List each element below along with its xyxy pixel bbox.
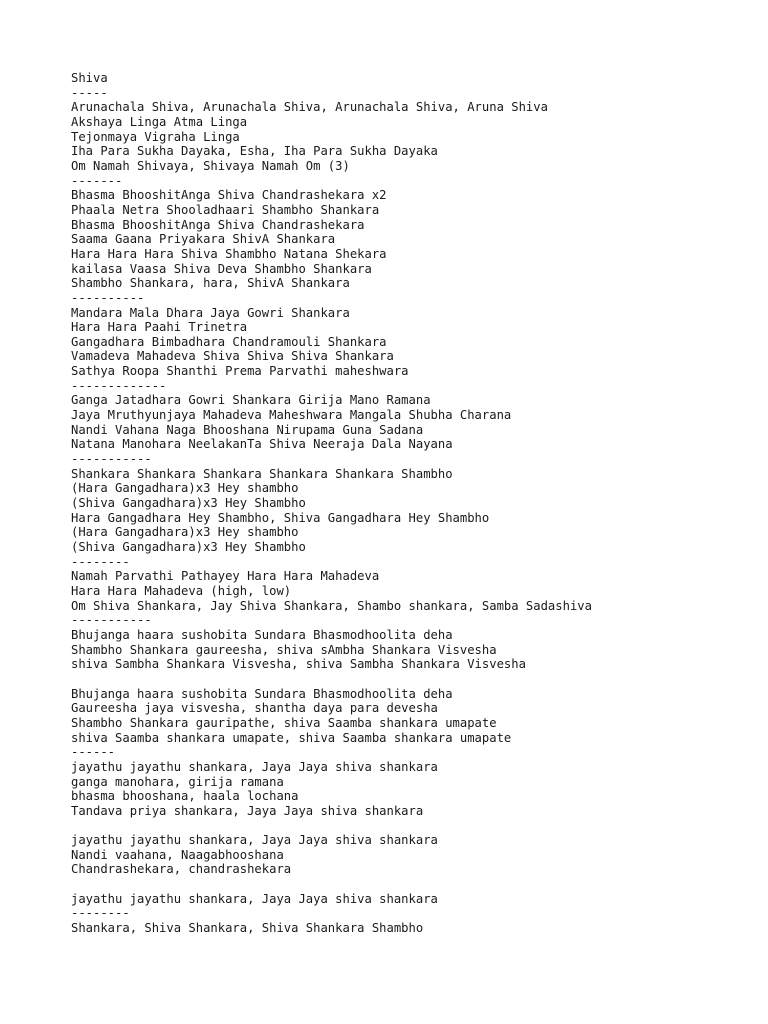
text-line: Shambho Shankara gauripathe, shiva Saamba shankara umapate <box>71 715 497 730</box>
text-line: (Shiva Gangadhara)x3 Hey Shambho <box>71 540 306 554</box>
text-line: Vamadeva Mahadeva Shiva Shiva Shiva Shankara <box>71 349 394 364</box>
text-line: Jaya Mruthyunjaya Mahadeva Maheshwara Mangala Shubha Charana <box>71 408 512 423</box>
text-line: Bhujanga haara sushobita Sundara Bhasmodhoolita deha <box>71 627 453 642</box>
text-line: Phaala Netra Shooladhaari Shambho Shankara <box>71 202 380 217</box>
text-line: Om Namah Shivaya, Shivaya Namah Om (3) <box>71 158 350 173</box>
separator-line: ------- <box>71 173 123 188</box>
text-line: shiva Saamba shankara umapate, shiva Saamba shankara umapate <box>71 730 512 745</box>
document-text <box>71 71 751 936</box>
separator-line: ----------- <box>71 452 152 467</box>
text-line: Hara Hara Mahadeva (high, low) <box>71 583 292 598</box>
text-line: Shankara Shankara Shankara Shankara Shankara Shambho <box>71 466 453 481</box>
text-line: Hara Hara Paahi Trinetra <box>71 320 248 335</box>
text-line: Iha Para Sukha Dayaka, Esha, Iha Para Sukha Dayaka <box>71 144 438 159</box>
text-line: Nandi Vahana Naga Bhooshana Nirupama Guna Sadana <box>71 422 424 437</box>
text-line: bhasma bhooshana, haala lochana <box>71 789 299 804</box>
text-line: jayathu jayathu shankara, Jaya Jaya shiva shankara <box>71 891 438 906</box>
text-line: Nandi vaahana, Naagabhooshana <box>71 847 284 862</box>
text-line: Hara Hara Hara Shiva Shambho Natana Shekara <box>71 246 387 261</box>
separator-line: ---------- <box>71 290 145 305</box>
text-line: Shambho Shankara, hara, ShivA Shankara <box>71 276 350 291</box>
text-line: Natana Manohara NeelakanTa Shiva Neeraja Dala Nayana <box>71 437 453 452</box>
text-line: Sathya Roopa Shanthi Prema Parvathi maheshwara <box>71 364 409 379</box>
blank-line <box>71 877 751 892</box>
text-line: shiva Sambha Shankara Visvesha, shiva Sambha Shankara Visvesha <box>71 657 526 672</box>
text-line: kailasa Vaasa Shiva Deva Shambho Shankara <box>71 261 372 276</box>
text-line: Akshaya Linga Atma Linga <box>71 114 248 129</box>
text-line: Bhasma BhooshitAnga Shiva Chandrashekara x2 <box>71 188 387 203</box>
text-line: Saama Gaana Priyakara ShivA Shankara <box>71 232 336 247</box>
text-line: Shiva <box>71 71 108 85</box>
blank-line <box>71 818 751 833</box>
blank-line <box>71 672 751 687</box>
separator-line: -------- <box>71 554 130 569</box>
separator-line: ------ <box>71 745 116 760</box>
separator-line: -------- <box>71 906 130 921</box>
text-line: Gangadhara Bimbadhara Chandramouli Shankara <box>71 334 387 349</box>
text-line: Om Shiva Shankara, Jay Shiva Shankara, Shambo shankara, Samba Sadashiva <box>71 598 592 613</box>
separator-line: ------------- <box>71 378 167 393</box>
text-line: Shambho Shankara gaureesha, shiva sAmbha Shankara Visvesha <box>71 642 497 657</box>
text-line: Arunachala Shiva, Arunachala Shiva, Arunachala Shiva, Aruna Shiva <box>71 100 548 115</box>
separator-line: ----------- <box>71 613 152 628</box>
text-line: Shankara, Shiva Shankara, Shiva Shankara Shambho <box>71 921 424 936</box>
text-line: (Shiva Gangadhara)x3 Hey Shambho <box>71 496 306 511</box>
separator-line: ----- <box>71 85 108 100</box>
text-line: Namah Parvathi Pathayey Hara Hara Mahadeva <box>71 569 380 584</box>
text-line: jayathu jayathu shankara, Jaya Jaya shiva shankara <box>71 759 438 774</box>
text-line: Bhujanga haara sushobita Sundara Bhasmodhoolita deha <box>71 686 453 701</box>
text-line: Hara Gangadhara Hey Shambho, Shiva Gangadhara Hey Shambho <box>71 510 490 525</box>
text-line: (Hara Gangadhara)x3 Hey shambho <box>71 525 299 540</box>
text-line: Gaureesha jaya visvesha, shantha daya para devesha <box>71 701 438 716</box>
text-line: jayathu jayathu shankara, Jaya Jaya shiva shankara <box>71 833 438 848</box>
text-line: Tandava priya shankara, Jaya Jaya shiva shankara <box>71 803 424 818</box>
text-line: ganga manohara, girija ramana <box>71 774 284 789</box>
text-line: Chandrashekara, chandrashekara <box>71 862 292 877</box>
text-line: Tejonmaya Vigraha Linga <box>71 129 240 144</box>
text-line: (Hara Gangadhara)x3 Hey shambho <box>71 481 299 496</box>
text-line: Ganga Jatadhara Gowri Shankara Girija Mano Ramana <box>71 393 431 408</box>
text-line: Mandara Mala Dhara Jaya Gowri Shankara <box>71 305 350 320</box>
text-line: Bhasma BhooshitAnga Shiva Chandrashekara <box>71 217 365 232</box>
